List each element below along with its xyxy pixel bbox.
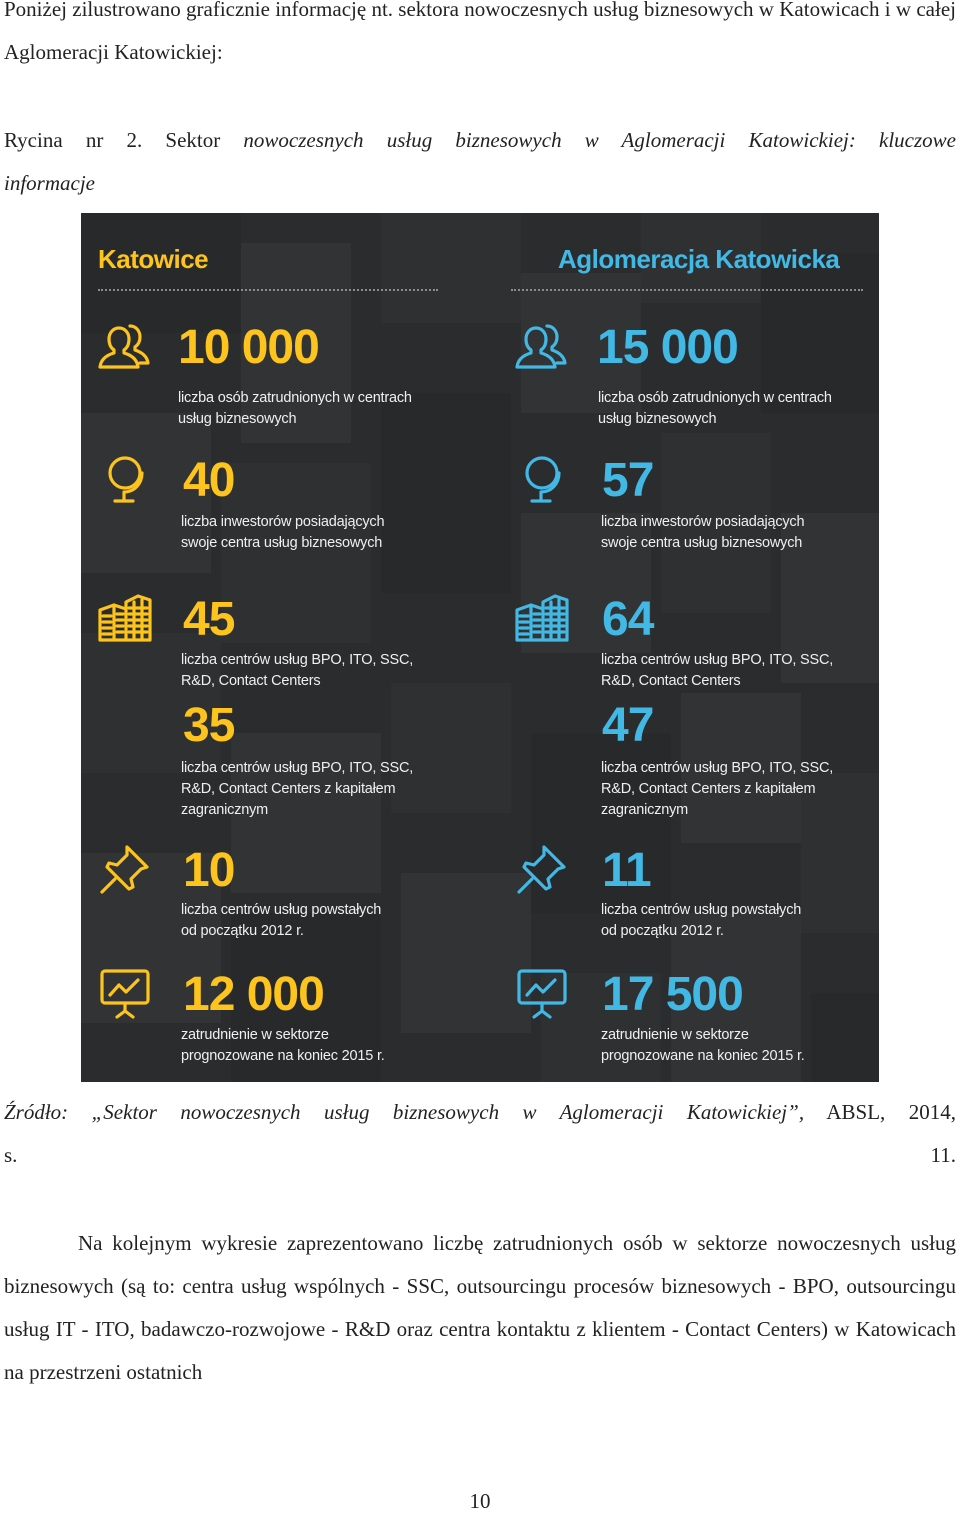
- stat-description-line: zatrudnienie w sektorze: [601, 1027, 749, 1043]
- stat-value: 64: [602, 593, 654, 646]
- source-label: Źródło:: [4, 1100, 92, 1124]
- background-tile: [401, 873, 531, 1033]
- stat-description: [601, 900, 879, 942]
- stat-description: [181, 650, 471, 692]
- stat-value: 40: [183, 454, 235, 507]
- stat-value: 12 000: [183, 968, 324, 1021]
- stat-description-line: liczba centrów usług BPO, ITO, SSC,: [181, 652, 414, 668]
- pin-icon: [514, 841, 570, 897]
- intro-paragraph: Poniżej zilustrowano graficznie informację nt. sektora nowoczesnych usług biznesowych w Katowicach i w całej Aglomeracji Katowickiej:: [4, 0, 956, 64]
- source-publisher: ABSL, 2014,: [804, 1100, 956, 1124]
- stat-description-line: liczba inwestorów posiadających: [181, 514, 385, 530]
- stat-description: [181, 758, 471, 821]
- figure-caption: [4, 119, 956, 205]
- katowice-divider: [98, 289, 438, 291]
- source-page: s. 11.: [4, 1143, 956, 1167]
- stat-value: 10 000: [178, 321, 319, 374]
- aglomeracja-divider: [511, 289, 863, 291]
- body-paragraph: Na kolejnym wykresie zaprezentowano liczbę zatrudnionych osób w sektorze nowoczesnych usług biznesowych (są to: centra usług wspólnych - SSC, outsourcingu procesów biznesowych - BPO, outsourcingu usług IT - ITO, badawczo-rozwojowe - R&D oraz centra kontaktu z klientem - Contact Centers) w Katowicach na przestrzeni ostatnich: [4, 1231, 956, 1384]
- globe-icon: [97, 451, 153, 507]
- aglomeracja-heading: Aglomeracja Katowicka: [558, 244, 840, 274]
- stat-description-line: liczba inwestorów posiadających: [601, 514, 805, 530]
- infographic: [81, 213, 879, 1082]
- stat-description-line: liczba centrów usług BPO, ITO, SSC,: [601, 652, 834, 668]
- stat-value: 57: [602, 454, 654, 507]
- stat-description: [178, 388, 468, 430]
- stat-description-line: zagranicznym: [601, 802, 689, 818]
- background-tile: [381, 213, 521, 323]
- source-title: „Sektor nowoczesnych usług biznesowych w Aglomeracji Katowickiej”,: [91, 1100, 805, 1124]
- figure-source: [4, 1091, 956, 1177]
- caption-title: nowoczesnych usług biznesowych w Aglomeracji Katowickiej: kluczowe: [243, 128, 956, 152]
- pin-icon: [97, 841, 153, 897]
- stat-description-line: od początku 2012 r.: [181, 923, 304, 939]
- stat-description-line: zagranicznym: [181, 802, 269, 818]
- stat-description: [181, 1025, 471, 1067]
- stat-description-line: liczba osób zatrudnionych w centrach: [598, 390, 832, 406]
- stat-description-line: prognozowane na koniec 2015 r.: [181, 1048, 385, 1064]
- stat-value: 17 500: [602, 968, 743, 1021]
- katowice-heading: Katowice: [98, 244, 209, 274]
- stat-value: 47: [602, 699, 654, 752]
- stat-description-line: liczba centrów usług powstałych: [601, 902, 802, 918]
- stat-description: [598, 388, 879, 430]
- stat-description-line: swoje centra usług biznesowych: [601, 535, 803, 551]
- stat-value: 35: [183, 699, 235, 752]
- stat-description-line: od początku 2012 r.: [601, 923, 724, 939]
- page-number: 10: [469, 1489, 491, 1513]
- stat-description-line: liczba centrów usług BPO, ITO, SSC,: [181, 760, 414, 776]
- stat-value: 15 000: [597, 321, 738, 374]
- stat-description-line: R&D, Contact Centers z kapitałem: [601, 781, 816, 797]
- people-icon: [514, 318, 570, 374]
- stat-description-line: R&D, Contact Centers: [181, 673, 321, 689]
- stat-value: 11: [602, 844, 651, 897]
- stat-description-line: zatrudnienie w sektorze: [181, 1027, 329, 1043]
- stat-description-line: usług biznesowych: [178, 411, 297, 427]
- stat-description-line: prognozowane na koniec 2015 r.: [601, 1048, 805, 1064]
- people-icon: [97, 318, 153, 374]
- stat-description: [181, 900, 471, 942]
- stat-description-line: usług biznesowych: [598, 411, 717, 427]
- caption-title-line2: informacje: [4, 171, 95, 195]
- caption-prefix: Rycina nr 2. Sektor: [4, 128, 244, 152]
- stat-description: [601, 758, 879, 821]
- stat-description: [181, 512, 471, 554]
- globe-icon: [514, 451, 570, 507]
- buildings-icon: [514, 590, 570, 646]
- stat-description-line: liczba osób zatrudnionych w centrach: [178, 390, 412, 406]
- stat-description-line: liczba centrów usług BPO, ITO, SSC,: [601, 760, 834, 776]
- stat-value: 45: [183, 593, 235, 646]
- stat-value: 10: [183, 844, 235, 897]
- stat-description: [601, 650, 879, 692]
- buildings-icon: [97, 590, 153, 646]
- stat-description-line: R&D, Contact Centers: [601, 673, 741, 689]
- stat-description-line: liczba centrów usług powstałych: [181, 902, 382, 918]
- presentation-chart-icon: [514, 965, 570, 1021]
- stat-description-line: R&D, Contact Centers z kapitałem: [181, 781, 396, 797]
- presentation-chart-icon: [97, 965, 153, 1021]
- stat-description-line: swoje centra usług biznesowych: [181, 535, 383, 551]
- stat-description: [601, 512, 879, 554]
- stat-description: [601, 1025, 879, 1067]
